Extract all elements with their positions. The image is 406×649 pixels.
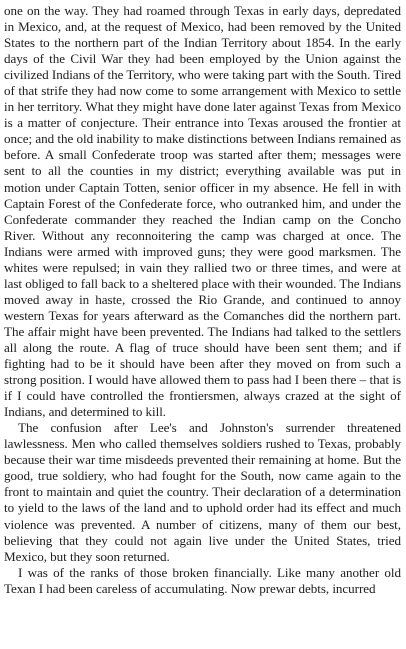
book-page — [4, 3, 401, 597]
paragraph-3: I was of the ranks of those broken financially. Like many another old Texan I had been careless of accumulating. Now prewar debts, incurred — [4, 564, 401, 596]
paragraph-1: one on the way. They had roamed through Texas in early days, depredated in Mexico, and, at the request of Mexico, had been removed by the United States to the northern part of the Indian Territory about 1854. In the early days of the Civil War they had been employed by the Union against the civilized Indians of the Territory, who were taking part with the South. Tired of that strife they had now come to some arrangement with Mexico to settle in her territory. What they might have done later against Texas from Mexico is a matter of conjecture. Their entrance into Texas aroused the frontier at once; and the old inability to make distinctions between Indians remained as before. A small Confederate troop was started after them; messages were sent to all the counties in my district; everything available was put in motion under Captain Totten, senior officer in my absence. He fell in with Captain Forest of the Confederate force, who outranked him, and under the Confederate commander they reached the Indian camp on the Concho River. Without any reconnoitering the camp was charged at once. The Indians were armed with improved guns; they were good marksmen. The whites were repulsed; in vain they rallied two or three times, and were at last obliged to fall back to a sheltered place with their wounded. The Indians moved away in haste, crossed the Rio Grande, and continued to annoy western Texas for years afterward as the Comanches did the northern part. The affair might have been prevented. The Indians had talked to the settlers all along the route. A flag of truce should have been sent them; and if fighting had to be it should have been after they moved on from such a strong position. I would have allowed them to pass had I been there – that is if I could have controlled the frontiersmen, always crazed at the sight of Indians, and determined to kill. — [4, 3, 401, 420]
paragraph-2: The confusion after Lee's and Johnston's surrender threatened lawlessness. Men who called themselves soldiers rushed to Texas, probably because their war time misdeeds prevented their remaining at home. But the good, true soldiery, who had fought for the South, now came again to the front to maintain and quiet the country. Their declaration of a determination to yield to the laws of the land and to uphold order had its effect and much violence was prevented. A number of citizens, many of them our best, believing that they could not again live under the United States, tried Mexico, but they soon returned. — [4, 420, 401, 564]
